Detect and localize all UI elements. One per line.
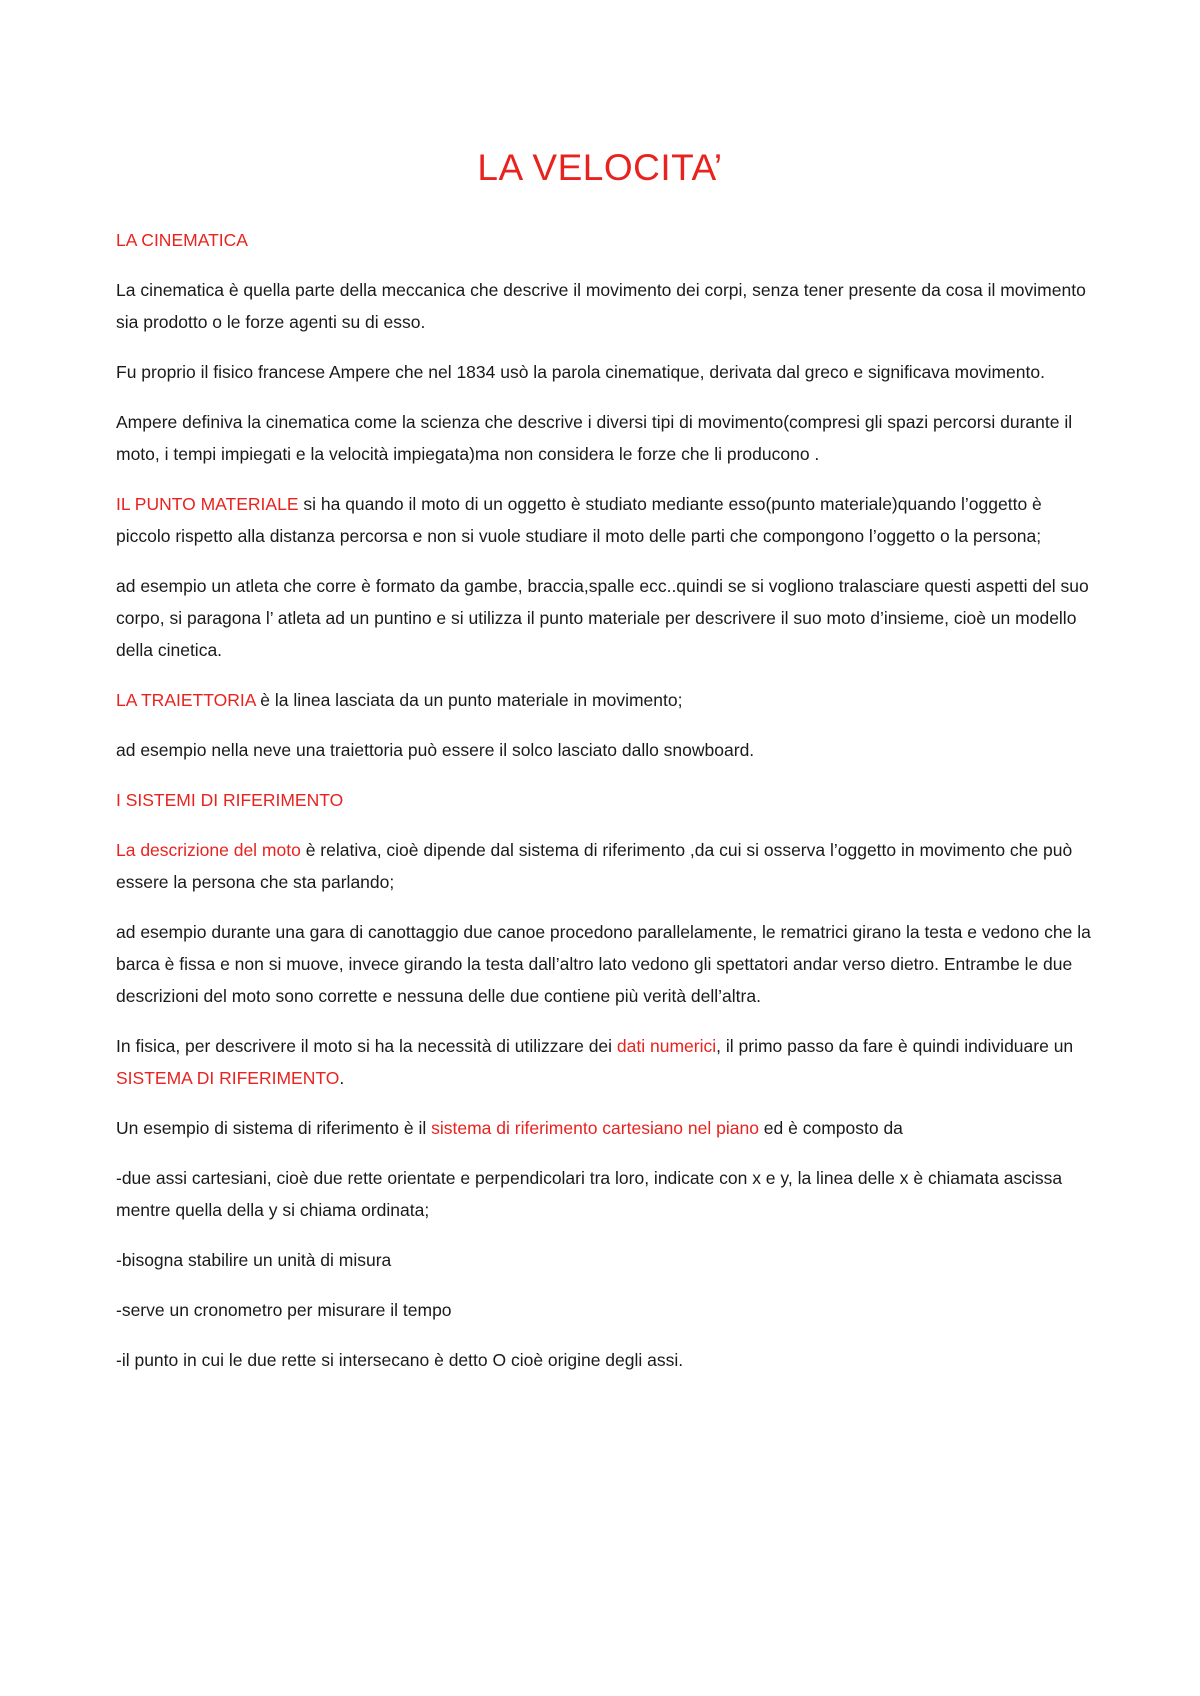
- text-fragment: ed è composto da: [758, 1118, 903, 1138]
- list-item-assi: -due assi cartesiani, cioè due rette orientate e perpendicolari tra loro, indicate con x e y, la linea delle x è chiamata ascissa mentre quella della y si chiama ordinata;: [116, 1168, 1063, 1220]
- paragraph-traiettoria-text: è la linea lasciata da un punto materiale in movimento;: [255, 690, 683, 710]
- document-body: [116, 224, 1100, 1394]
- paragraph-punto-materiale: [116, 488, 1100, 552]
- paragraph-cartesiano: [116, 1112, 1100, 1144]
- section-heading-sistemi: I SISTEMI DI RIFERIMENTO: [116, 790, 344, 810]
- paragraph-traiettoria: [116, 684, 1100, 716]
- text-fragment: In fisica, per descrivere il moto si ha la necessità di utilizzare dei: [116, 1036, 617, 1056]
- page-title: LA VELOCITA’: [477, 147, 723, 188]
- term-descrizione-moto: La descrizione del moto: [116, 840, 301, 860]
- section-heading-cinematica: LA CINEMATICA: [116, 230, 248, 250]
- paragraph-canottaggio-example: ad esempio durante una gara di canottaggio due canoe procedono parallelamente, le rematrici girano la testa e vedono che la barca è fissa e non si muove, invece girando la testa dall’altro lato vedono gli spettatori andar verso dietro. Entrambe le due descrizioni del moto sono corrette e nessuna delle due contiene più verità dell’altra.: [116, 922, 1091, 1006]
- paragraph-dati-numerici: [116, 1030, 1100, 1094]
- term-sistema-riferimento: SISTEMA DI RIFERIMENTO: [116, 1068, 340, 1088]
- term-punto-materiale: IL PUNTO MATERIALE: [116, 494, 299, 514]
- paragraph-descrizione-moto: [116, 834, 1100, 898]
- term-sistema-cartesiano: sistema di riferimento cartesiano nel piano: [431, 1118, 759, 1138]
- text-fragment: .: [339, 1068, 345, 1088]
- text-fragment: , il primo passo da fare è quindi individuare un: [716, 1036, 1074, 1056]
- paragraph-definition: La cinematica è quella parte della meccanica che descrive il movimento dei corpi, senza tener presente da cosa il movimento sia prodotto o le forze agenti su di esso.: [116, 280, 1086, 332]
- list-item-unita-misura: -bisogna stabilire un unità di misura: [116, 1250, 392, 1270]
- text-fragment: Un esempio di sistema di riferimento è il: [116, 1118, 432, 1138]
- paragraph-ampere-definition: Ampere definiva la cinematica come la scienza che descrive i diversi tipi di movimento(compresi gli spazi percorsi durante il moto, i tempi impiegati e la velocità impiegata)ma non considera le forze che li producono .: [116, 412, 1073, 464]
- paragraph-ampere-history: Fu proprio il fisico francese Ampere che nel 1834 usò la parola cinematique, derivata dal greco e significava movimento.: [116, 362, 1045, 382]
- term-dati-numerici: dati numerici: [616, 1036, 717, 1056]
- term-traiettoria: LA TRAIETTORIA: [116, 690, 256, 710]
- paragraph-atleta-example: ad esempio un atleta che corre è formato da gambe, braccia,spalle ecc..quindi se si vogliono tralasciare questi aspetti del suo corpo, si paragona l’ atleta ad un puntino e si utilizza il punto materiale per descrivere il suo moto d’insieme, cioè un modello della cinetica.: [116, 576, 1089, 660]
- list-item-cronometro: -serve un cronometro per misurare il tempo: [116, 1300, 452, 1320]
- paragraph-punto-materiale-text: si ha quando il moto di un oggetto è studiato mediante esso(punto materiale)quando l’oggetto è piccolo rispetto alla distanza percorsa e non si vuole studiare il moto delle parti che compongono l’oggetto o la persona;: [116, 494, 1042, 546]
- paragraph-descrizione-moto-text: è relativa, cioè dipende dal sistema di riferimento ,da cui si osserva l’oggetto in movimento che può essere la persona che sta parlando;: [116, 840, 1073, 892]
- paragraph-snowboard-example: ad esempio nella neve una traiettoria può essere il solco lasciato dallo snowboard.: [116, 740, 755, 760]
- list-item-origine: -il punto in cui le due rette si intersecano è detto O cioè origine degli assi.: [116, 1350, 684, 1370]
